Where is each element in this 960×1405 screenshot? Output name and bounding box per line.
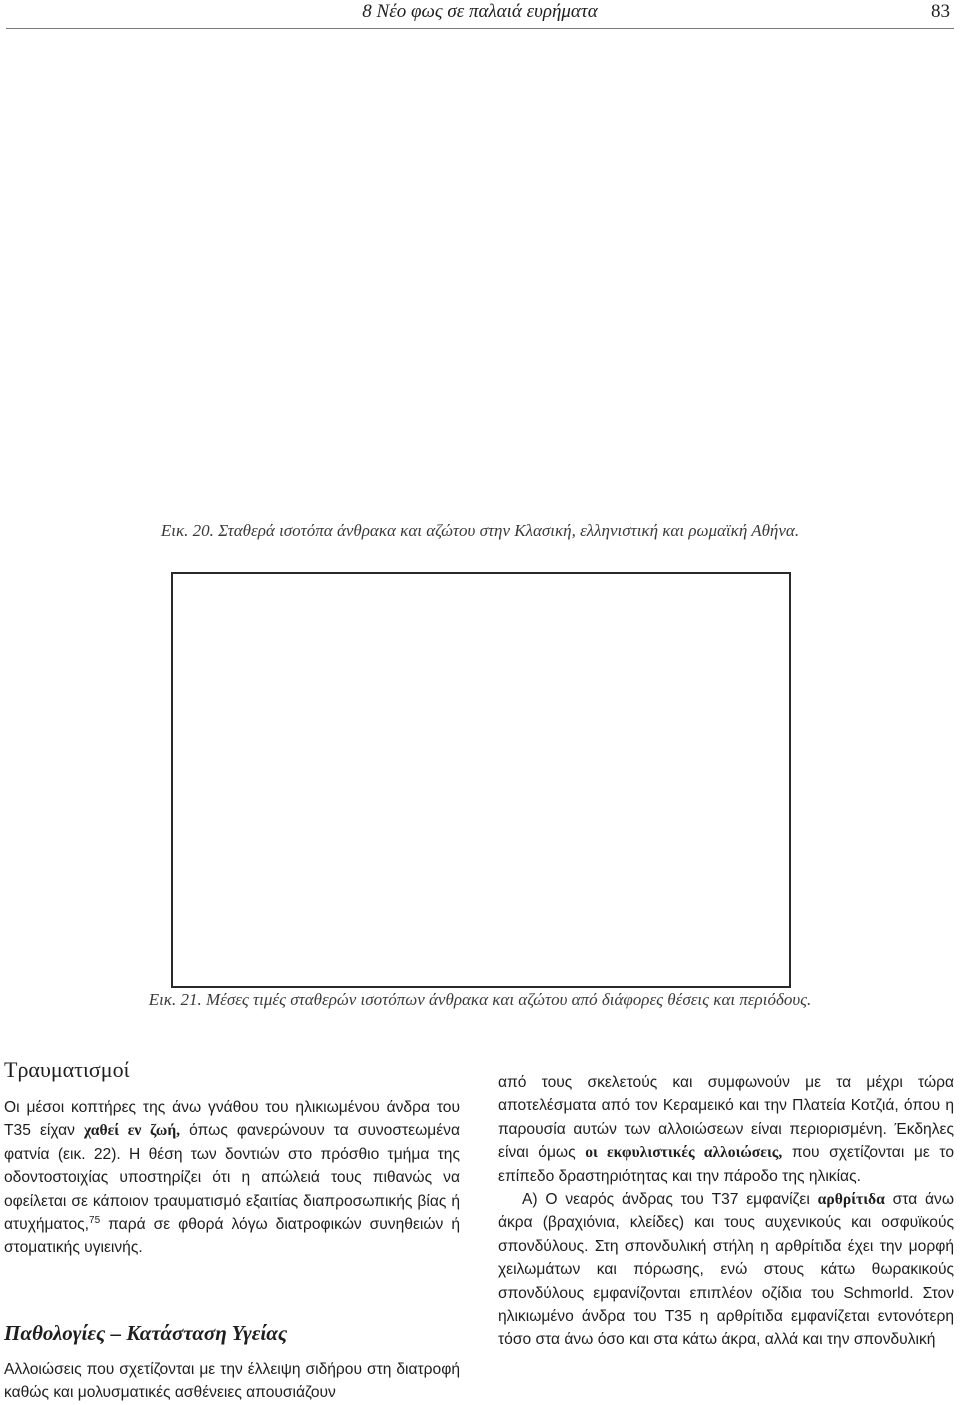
figure-20-caption: Εικ. 20. Σταθερά ισοτόπα άνθρακα και αζώτου στην Κλασική, ελληνιστική και ρωμαϊκή Αθήνα. [160,521,800,540]
footnote-ref: 75 [89,1214,101,1226]
emphasis-text: χαθεί εν ζωή, [84,1122,181,1140]
paragraph-arthritis [498,1188,954,1352]
chapter-title: 8 Νέο φως σε παλαιά ευρήματα [362,1,598,22]
text-run: παρά σε φθορά λόγω διατροφικών συνηθειών ή στοματικής υγιεινής. [4,1216,460,1257]
pathology-text: Αλλοιώσεις που σχετίζονται με την έλλειψη σιδήρου στη διατροφή καθώς και μολυσματικές ασθένειες απουσιάζουν [4,1361,460,1402]
section-heading-trauma: Τραυματισμοί [4,1057,130,1082]
figure-21-caption: Εικ. 21. Μέσες τιμές σταθερών ισοτόπων άνθρακα και αζώτου από διάφορες θέσεις και περιόδους. [148,990,812,1009]
paragraph-degenerative [498,1071,954,1188]
figure-21-image [171,572,791,988]
text-run: Οι μέσοι κοπτήρες της άνω γνάθου του ηλικιωμένου άνδρα του T35 είχαν [4,1099,460,1140]
emphasis-text: οι εκφυλιστικές αλλοιώσεις, [585,1144,783,1162]
page-number: 83 [931,1,950,22]
section-heading-pathology: Παθολογίες – Κατάσταση Υγείας [4,1321,288,1345]
paragraph-trauma [4,1096,460,1260]
text-run: από τους σκελετούς και συμφωνούν με τα μέχρι τώρα αποτελέσματα από τον Κεραμεικό και την Πλατεία Κοτζιά, όπου η παρουσία αυτών των αλλοιώσεων είναι περιορισμένη. Έκδηλες είναι όμως [498,1074,954,1162]
text-run: Α) Ο νεαρός άνδρας του T37 εμφανίζει [522,1191,818,1209]
paragraph-pathology [4,1358,460,1405]
text-run: στα άνω άκρα (βραχιόνια, κλείδες) και τους αυχενικούς και οσφυϊκούς σπονδύλους. Στη σπονδυλική στήλη η αρθρίτιδα έχει την μορφή χειλωμάτων και πόρωσης, ενώ στους κάτω θωρακικούς σπονδύλους εμφανίζονται επιπλέον οζίδια του Schmorld. Στον ηλικιωμένο άνδρα του T35 η αρθρίτιδα εμφανίζεται εντονότερη τόσο στα άνω όσο και στα κάτω άκρα, αλλά και την σπονδυλική [498,1191,955,1349]
emphasis-text: αρθρίτιδα [817,1191,885,1209]
text-run: που σχετίζονται με το επίπεδο δραστηριότητας και την πάροδο της ηλικίας. [498,1144,954,1185]
running-head [6,0,954,29]
right-column [498,1071,954,1352]
text-run: όπως φανερώνουν τα συνοστεωμένα φατνία (εικ. 22). Η θέση των δοντιών στο πρόσθιο τμήμα της οδοντοστοιχίας υποστηρίζει ότι η απώλειά τους πιθανώς να οφείλεται σε κάποιον τραυματισμό εξαιτίας διαπροσωπικής βίας ή ατυχήματος, [4,1122,460,1234]
left-column [4,1096,460,1260]
